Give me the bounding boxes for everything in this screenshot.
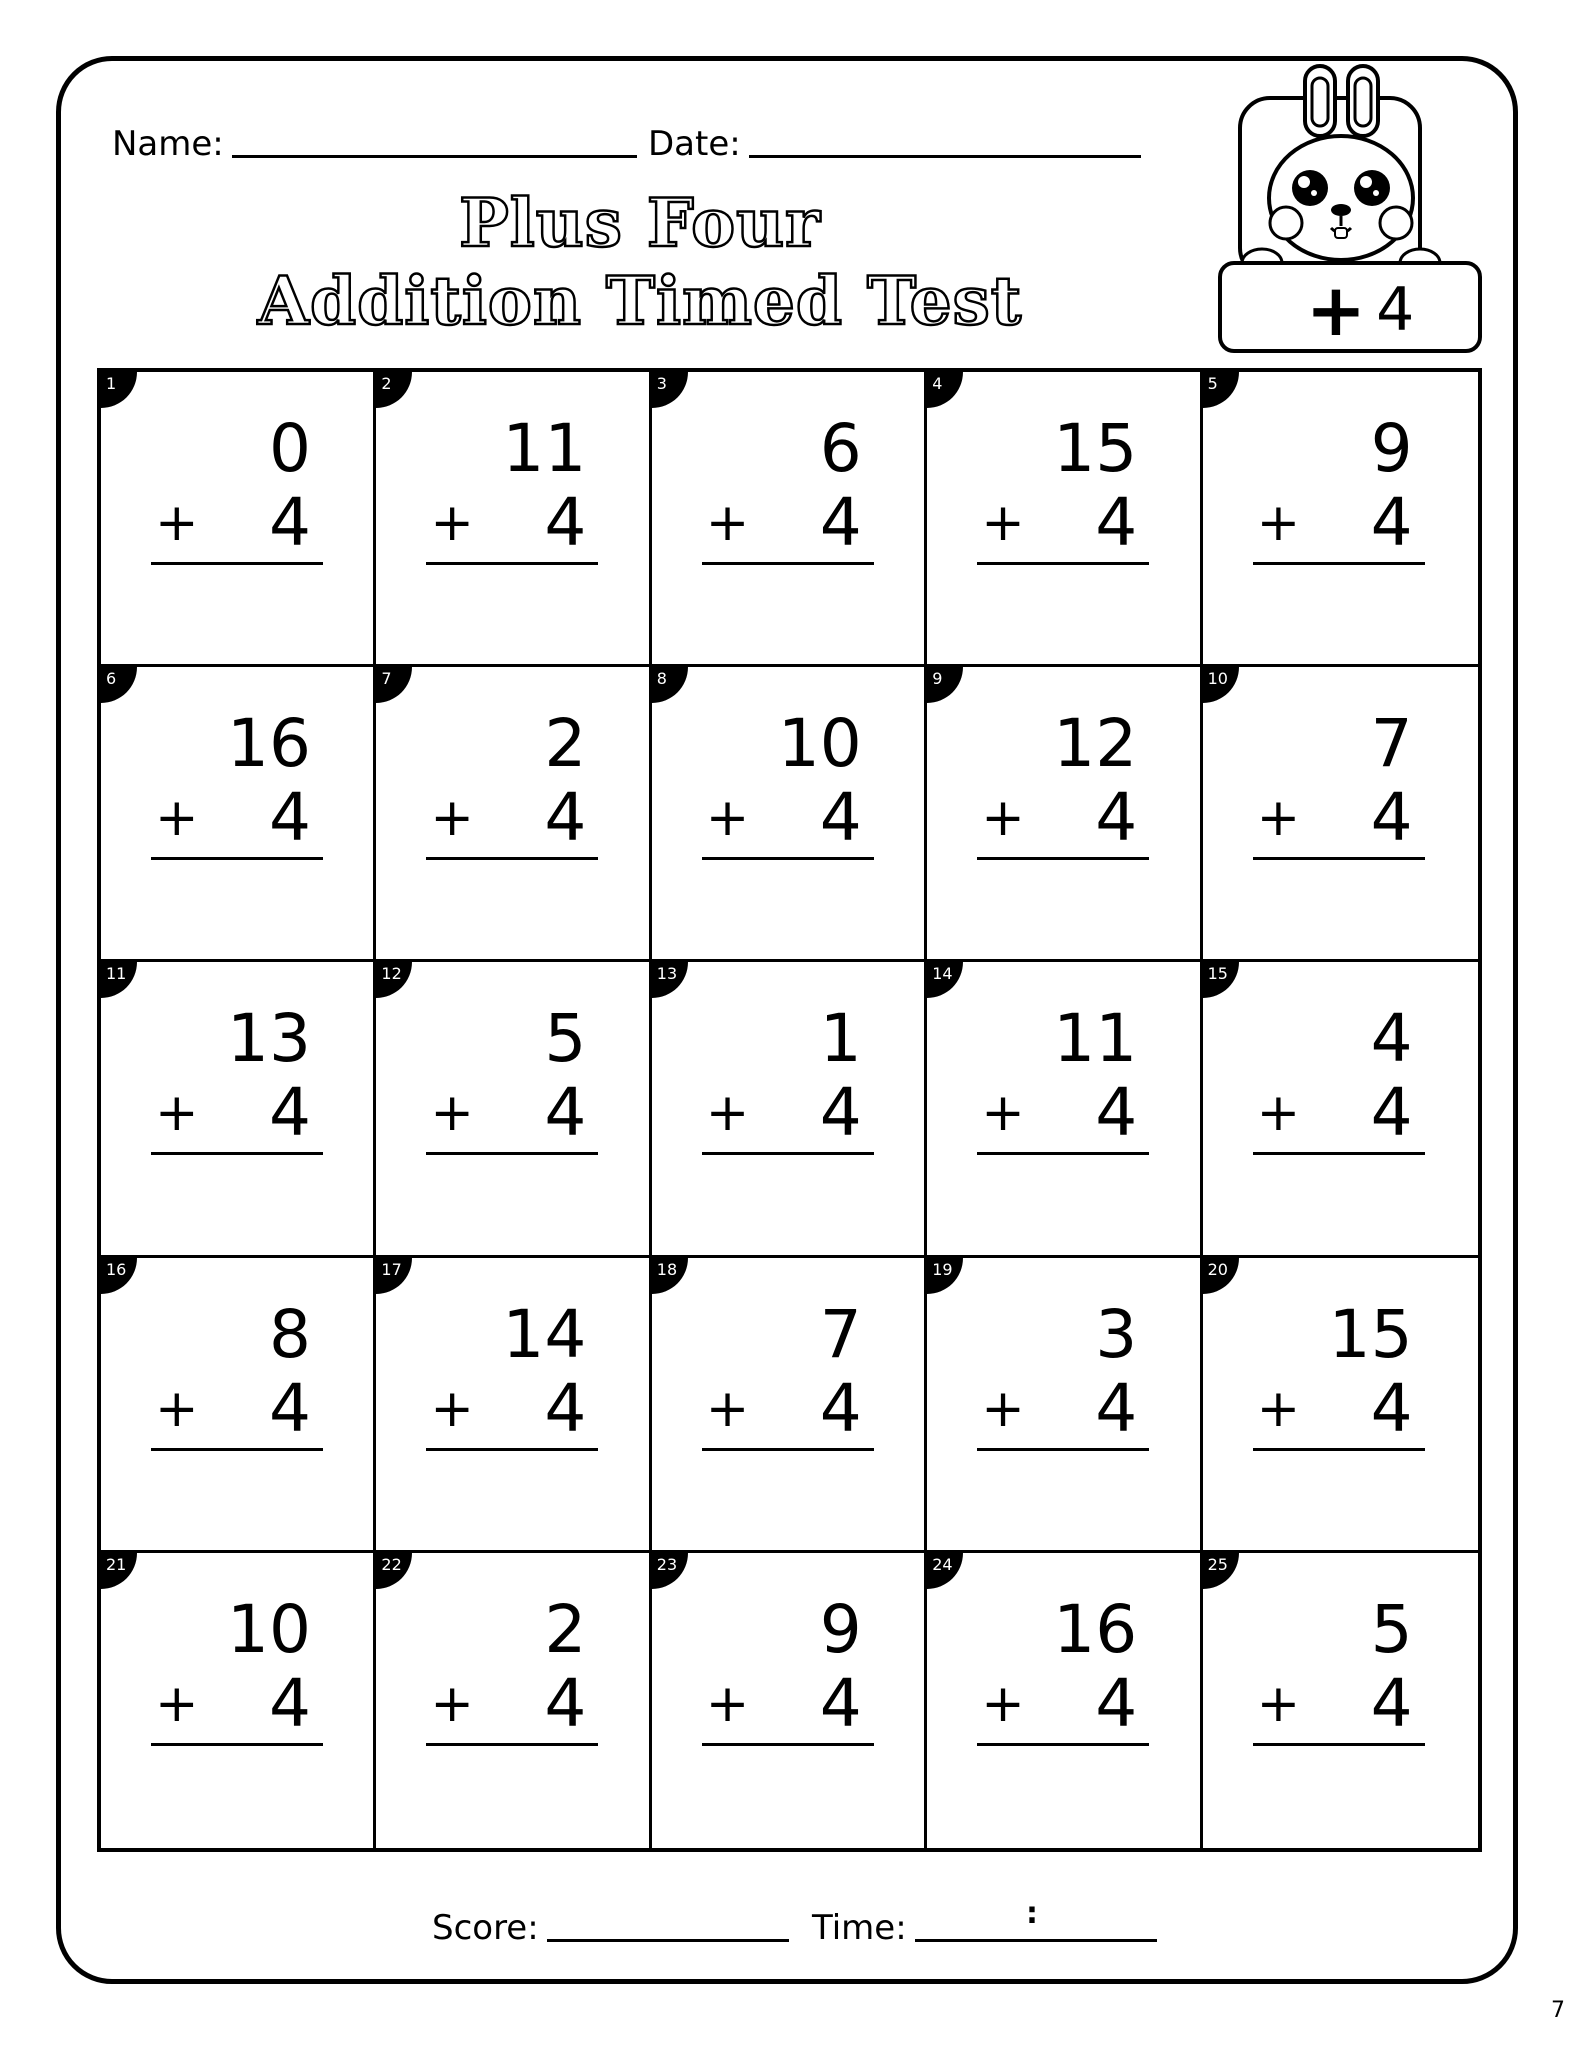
addend-top: 6: [819, 410, 862, 487]
addend-top: 12: [1053, 705, 1138, 783]
plus-sign: +: [155, 1083, 199, 1144]
problem-number: 12: [376, 962, 412, 998]
plus-sign: +: [1256, 1378, 1301, 1439]
addend-bottom-row: [151, 486, 323, 565]
title-line-1: Plus Four: [459, 184, 821, 262]
addend-bottom-row: [1253, 1369, 1425, 1451]
title-line-2: Addition Timed Test: [257, 262, 1023, 340]
score-label: Score:: [432, 1908, 539, 1948]
problem-cell[interactable]: [376, 667, 651, 962]
addition-problem: [151, 1002, 323, 1155]
problem-cell[interactable]: [1203, 372, 1478, 667]
addend-bottom-row: [702, 1664, 874, 1746]
addend-top: 5: [1370, 1590, 1413, 1668]
problem-cell[interactable]: [101, 1258, 376, 1553]
addend-bottom: 4: [269, 1074, 311, 1152]
problem-grid: [97, 368, 1482, 1852]
problem-cell[interactable]: [927, 962, 1202, 1257]
addend-bottom-row: [977, 1076, 1149, 1155]
plus-sign: +: [430, 1083, 474, 1144]
addend-bottom-row: [977, 486, 1149, 565]
addend-bottom: 4: [819, 484, 862, 561]
bunny-badge: [1210, 58, 1490, 358]
badge-operator: +: [1305, 268, 1367, 352]
problem-cell[interactable]: [927, 1553, 1202, 1848]
problem-cell[interactable]: [376, 372, 651, 667]
addition-problem: [977, 1002, 1149, 1155]
addition-problem: [426, 707, 598, 860]
addend-top: 15: [1328, 1295, 1413, 1373]
addend-bottom-row: [702, 781, 874, 860]
problem-cell[interactable]: [1203, 962, 1478, 1257]
problem-cell[interactable]: [376, 962, 651, 1257]
addition-problem: [426, 1590, 598, 1746]
addition-problem: [1253, 1002, 1425, 1155]
addend-top: 13: [227, 1000, 311, 1078]
addend-bottom-row: [977, 1664, 1149, 1746]
addition-problem: [1253, 1590, 1425, 1746]
addend-bottom: 4: [269, 484, 311, 561]
addition-problem: [702, 1002, 874, 1155]
addition-problem: [977, 1295, 1149, 1451]
problem-number: 22: [376, 1553, 412, 1589]
addition-problem: [151, 1295, 323, 1451]
addend-bottom: 4: [544, 484, 587, 561]
plus-sign: +: [705, 1083, 750, 1144]
addend-bottom: 4: [819, 1369, 862, 1447]
addend-top: 7: [1370, 705, 1413, 783]
addend-bottom: 4: [819, 1664, 862, 1742]
problem-number: 14: [927, 962, 963, 998]
addend-bottom-row: [151, 1664, 323, 1746]
addition-problem: [426, 1002, 598, 1155]
problem-number: 20: [1203, 1258, 1239, 1294]
problem-number: 25: [1203, 1553, 1239, 1589]
plus-sign: +: [705, 1378, 750, 1439]
problem-cell[interactable]: [927, 667, 1202, 962]
addition-problem: [151, 412, 323, 565]
plus-sign: +: [430, 493, 474, 553]
addend-top: 2: [544, 1590, 587, 1668]
addend-bottom-row: [702, 486, 874, 565]
problem-number: 15: [1203, 962, 1239, 998]
addend-bottom-row: [1253, 1076, 1425, 1155]
addition-problem: [977, 707, 1149, 860]
time-label: Time:: [812, 1908, 907, 1948]
time-field: [812, 1898, 1157, 1948]
addend-top: 2: [544, 705, 587, 783]
addend-bottom-row: [977, 781, 1149, 860]
addition-problem: [977, 1590, 1149, 1746]
problem-number: 24: [927, 1553, 963, 1589]
addition-problem: [1253, 1295, 1425, 1451]
problem-cell[interactable]: [1203, 667, 1478, 962]
addition-problem: [977, 412, 1149, 565]
problem-cell[interactable]: [1203, 1553, 1478, 1848]
problem-cell[interactable]: [652, 667, 927, 962]
problem-number: 13: [652, 962, 688, 998]
plus-sign: +: [155, 493, 199, 553]
plus-sign: +: [981, 493, 1025, 553]
addend-top: 11: [502, 410, 587, 487]
name-field: [112, 104, 637, 164]
addend-bottom: 4: [1370, 1664, 1413, 1742]
problem-cell[interactable]: [652, 1553, 927, 1848]
addend-bottom: 4: [1095, 484, 1138, 561]
problem-cell[interactable]: [652, 372, 927, 667]
plus-sign: +: [1256, 1083, 1301, 1144]
problem-cell[interactable]: [101, 667, 376, 962]
addend-bottom-row: [702, 1369, 874, 1451]
problem-cell[interactable]: [1203, 1258, 1478, 1553]
addend-bottom: 4: [1095, 1369, 1138, 1447]
problem-number: 19: [927, 1258, 963, 1294]
addend-top: 7: [819, 1295, 862, 1373]
plus-sign: +: [981, 788, 1025, 849]
addend-top: 4: [1370, 1000, 1413, 1078]
plus-sign: +: [981, 1378, 1025, 1439]
addend-top: 14: [502, 1295, 587, 1373]
addend-bottom: 4: [544, 779, 587, 857]
plus-sign: +: [705, 788, 750, 849]
addition-problem: [1253, 707, 1425, 860]
date-field: [648, 104, 1141, 164]
addend-bottom-row: [151, 781, 323, 860]
plus-sign: +: [1256, 788, 1301, 849]
problem-number: 16: [101, 1258, 137, 1294]
page-number: 7: [1551, 1998, 1565, 2023]
name-line[interactable]: [232, 151, 637, 158]
problem-cell[interactable]: [376, 1258, 651, 1553]
addend-bottom-row: [426, 1664, 598, 1746]
date-label: Date:: [648, 124, 741, 164]
addend-bottom: 4: [544, 1369, 587, 1447]
addend-bottom-row: [1253, 781, 1425, 860]
addition-problem: [151, 1590, 323, 1746]
plus-sign: +: [981, 1083, 1025, 1144]
time-line[interactable]: [915, 1935, 1157, 1942]
addition-problem: [1253, 412, 1425, 565]
addition-problem: [426, 1295, 598, 1451]
plus-sign: +: [430, 1378, 474, 1439]
plus-sign: +: [155, 788, 199, 849]
addend-bottom: 4: [1370, 779, 1413, 857]
addend-bottom-row: [426, 1076, 598, 1155]
addend-top: 10: [227, 1590, 311, 1668]
addend-bottom: 4: [819, 779, 862, 857]
addend-top: 16: [227, 705, 311, 783]
addend-bottom: 4: [269, 1664, 311, 1742]
addend-top: 15: [1053, 410, 1138, 487]
problem-number: 18: [652, 1258, 688, 1294]
addend-top: 1: [819, 1000, 862, 1078]
addend-top: 5: [544, 1000, 587, 1078]
addend-top: 10: [777, 705, 862, 783]
plus-sign: +: [430, 788, 474, 849]
problem-number: 2: [376, 372, 412, 408]
addend-bottom-row: [1253, 1664, 1425, 1746]
problem-number: 10: [1203, 667, 1239, 703]
problem-cell[interactable]: [927, 372, 1202, 667]
badge-label: [1270, 270, 1450, 350]
addend-bottom: 4: [269, 779, 311, 857]
badge-number: 4: [1376, 275, 1415, 345]
addition-problem: [702, 412, 874, 565]
addend-bottom: 4: [1370, 484, 1413, 561]
time-colon: :: [1026, 1896, 1038, 1931]
problem-number: 17: [376, 1258, 412, 1294]
addend-bottom: 4: [269, 1369, 311, 1447]
plus-sign: +: [705, 493, 750, 553]
problem-cell[interactable]: [652, 962, 927, 1257]
addend-bottom: 4: [1095, 1664, 1138, 1742]
addend-bottom-row: [426, 486, 598, 565]
score-line[interactable]: [547, 1935, 789, 1942]
problem-number: 7: [376, 667, 412, 703]
problem-number: 11: [101, 962, 137, 998]
addend-bottom: 4: [1370, 1074, 1413, 1152]
addend-bottom-row: [426, 1369, 598, 1451]
plus-sign: +: [155, 1378, 199, 1439]
addition-problem: [426, 412, 598, 565]
addend-top: 8: [269, 1295, 311, 1373]
plus-sign: +: [981, 1673, 1025, 1734]
addend-top: 16: [1053, 1590, 1138, 1668]
addend-bottom: 4: [544, 1074, 587, 1152]
problem-number: 5: [1203, 372, 1239, 408]
problem-cell[interactable]: [101, 962, 376, 1257]
addition-problem: [702, 1590, 874, 1746]
addend-top: 0: [269, 410, 311, 487]
addend-bottom-row: [1253, 486, 1425, 565]
addend-bottom-row: [151, 1076, 323, 1155]
problem-number: 21: [101, 1553, 137, 1589]
name-label: Name:: [112, 124, 224, 164]
addition-problem: [702, 1295, 874, 1451]
problem-cell[interactable]: [101, 372, 376, 667]
addend-bottom-row: [426, 781, 598, 860]
addend-top: 3: [1095, 1295, 1138, 1373]
addend-bottom: 4: [1095, 1074, 1138, 1152]
addition-problem: [151, 707, 323, 860]
addend-bottom-row: [977, 1369, 1149, 1451]
problem-cell[interactable]: [652, 1258, 927, 1553]
addition-problem: [702, 707, 874, 860]
addend-top: 11: [1053, 1000, 1138, 1078]
addend-bottom: 4: [1370, 1369, 1413, 1447]
plus-sign: +: [705, 1673, 750, 1734]
plus-sign: +: [155, 1673, 199, 1734]
plus-sign: +: [430, 1673, 474, 1734]
problem-cell[interactable]: [101, 1553, 376, 1848]
plus-sign: +: [1256, 1673, 1301, 1734]
addend-bottom-row: [151, 1369, 323, 1451]
problem-number: 23: [652, 1553, 688, 1589]
plus-sign: +: [1256, 493, 1301, 553]
problem-number: 6: [101, 667, 137, 703]
addend-top: 9: [819, 1590, 862, 1668]
addend-bottom: 4: [819, 1074, 862, 1152]
score-field: [432, 1898, 789, 1948]
problem-cell[interactable]: [376, 1553, 651, 1848]
addend-bottom: 4: [544, 1664, 587, 1742]
problem-cell[interactable]: [927, 1258, 1202, 1553]
problem-number: 3: [652, 372, 688, 408]
problem-number: 8: [652, 667, 688, 703]
addend-top: 9: [1370, 410, 1413, 487]
date-line[interactable]: [749, 151, 1141, 158]
addend-bottom-row: [702, 1076, 874, 1155]
problem-number: 4: [927, 372, 963, 408]
problem-number: 1: [101, 372, 137, 408]
problem-number: 9: [927, 667, 963, 703]
addend-bottom: 4: [1095, 779, 1138, 857]
